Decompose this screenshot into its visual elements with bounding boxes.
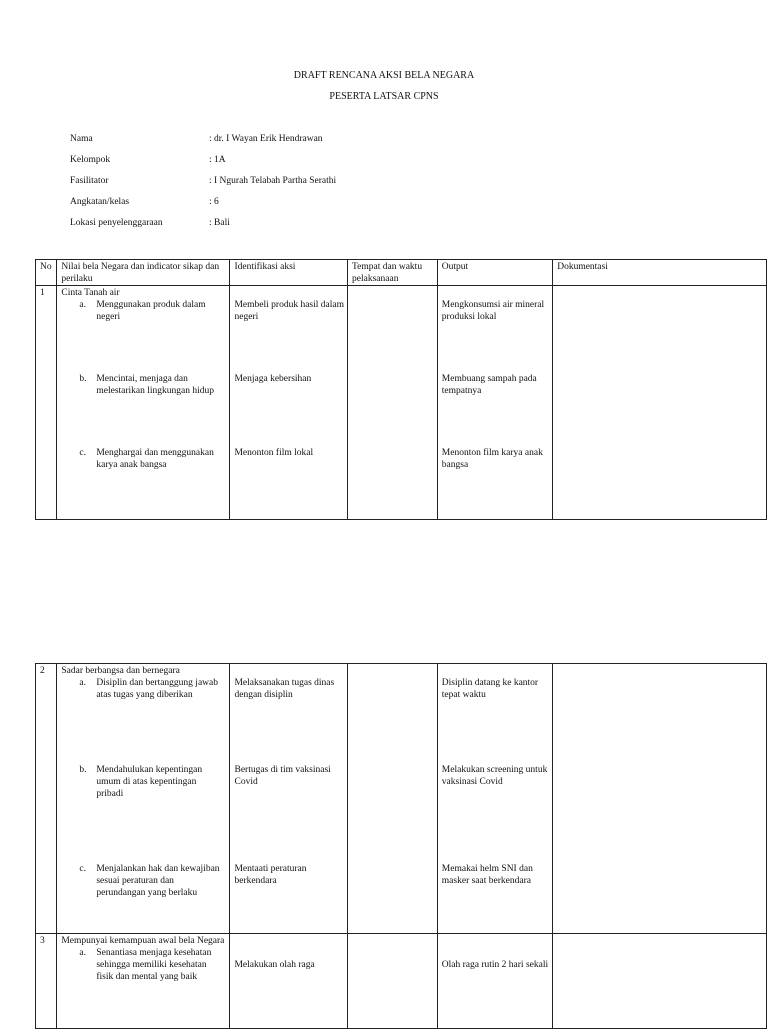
identifikasi-cell <box>230 934 348 1029</box>
info-label: Angkatan/kelas <box>70 197 130 207</box>
action-plan-table-part2 <box>35 663 767 1029</box>
document-subtitle: PESERTA LATSAR CPNS <box>329 91 439 102</box>
info-label: Lokasi penyelenggaraan <box>70 218 163 228</box>
output-cell <box>437 286 552 520</box>
dokumentasi-cell <box>553 664 767 934</box>
indicator-item <box>61 863 226 899</box>
info-value: : Bali <box>209 218 230 228</box>
indicator-item <box>61 677 226 764</box>
identifikasi-text: Mentaati peraturan berkendara <box>234 864 307 886</box>
info-value: : 6 <box>209 197 219 207</box>
dokumentasi-cell <box>553 286 767 520</box>
output-text: Olah raga rutin 2 hari sekali <box>441 960 549 970</box>
info-label: Kelompok <box>70 155 111 165</box>
table-row <box>36 286 767 520</box>
tempat-waktu-cell <box>348 286 438 520</box>
indicator-text: Menghargai dan menggunakan karya anak bangsa <box>96 448 214 470</box>
indicator-item <box>61 764 226 863</box>
output-text: Melakukan screening untuk vaksinasi Covid <box>441 765 548 787</box>
nilai-cell <box>57 664 230 934</box>
info-value: : 1A <box>209 155 226 165</box>
indicator-text: Mencintai, menjaga dan melestarikan lingkungan hidup <box>96 374 215 396</box>
action-plan-table-part1 <box>35 259 767 520</box>
dokumentasi-cell <box>553 934 767 1029</box>
header-identifikasi: Identifikasi aksi <box>230 260 348 286</box>
output-text: Disiplin datang ke kantor tepat waktu <box>441 678 539 700</box>
table-row <box>36 934 767 1029</box>
header-tempat-waktu: Tempat dan waktu pelaksanaan <box>348 260 438 286</box>
info-value: : dr. I Wayan Erik Hendrawan <box>209 134 323 144</box>
item-label: c. <box>79 448 86 458</box>
nilai-cell <box>57 934 230 1029</box>
info-label: Nama <box>70 134 93 144</box>
identifikasi-text: Bertugas di tim vaksinasi Covid <box>234 765 331 787</box>
item-label: b. <box>79 374 87 384</box>
header-nilai: Nilai bela Negara dan indicator sikap dan perilaku <box>57 260 230 286</box>
tempat-waktu-cell <box>348 934 438 1029</box>
indicator-item <box>61 947 226 983</box>
row-number: 2 <box>36 664 57 934</box>
indicator-text: Menggunakan produk dalam negeri <box>96 300 206 322</box>
nilai-heading: Sadar berbangsa dan bernegara <box>61 666 180 676</box>
header-output: Output <box>437 260 552 286</box>
document-title: DRAFT RENCANA AKSI BELA NEGARA <box>293 70 475 81</box>
indicator-item <box>61 373 226 447</box>
output-text: Memakai helm SNI dan masker saat berkendara <box>441 864 533 886</box>
nilai-cell <box>57 286 230 520</box>
output-cell <box>437 664 552 934</box>
tempat-waktu-cell <box>348 664 438 934</box>
info-label: Fasilitator <box>70 176 109 186</box>
identifikasi-text: Melaksanakan tugas dinas dengan disiplin <box>234 678 335 700</box>
indicator-text: Disiplin dan bertanggung jawab atas tugas yang diberikan <box>96 678 218 700</box>
item-label: b. <box>79 765 87 775</box>
info-value: : I Ngurah Telabah Partha Serathi <box>209 176 337 186</box>
output-text: Mengkonsumsi air mineral produksi lokal <box>441 300 545 322</box>
indicator-item <box>61 299 226 373</box>
nilai-heading: Mempunyai kemampuan awal bela Negara <box>61 936 225 946</box>
output-text: Membuang sampah pada tempatnya <box>441 374 537 396</box>
indicator-text: Menjalankan hak dan kewajiban sesuai peraturan dan perundangan yang berlaku <box>96 864 220 898</box>
item-label: c. <box>79 864 86 874</box>
identifikasi-text: Membeli produk hasil dalam negeri <box>234 300 344 322</box>
identifikasi-text: Menonton film lokal <box>234 448 314 458</box>
output-text: Menonton film karya anak bangsa <box>441 448 543 470</box>
indicator-item <box>61 447 226 471</box>
item-label: a. <box>79 678 86 688</box>
row-number: 1 <box>36 286 57 520</box>
identifikasi-text: Melakukan olah raga <box>234 960 315 970</box>
output-cell <box>437 934 552 1029</box>
table-row <box>36 664 767 934</box>
identifikasi-cell <box>230 664 348 934</box>
indicator-text: Mendahulukan kepentingan umum di atas kepentingan pribadi <box>96 765 203 799</box>
header-no: No <box>36 260 57 286</box>
item-label: a. <box>79 948 86 958</box>
row-number: 3 <box>36 934 57 1029</box>
identifikasi-cell <box>230 286 348 520</box>
header-dokumentasi: Dokumentasi <box>553 260 767 286</box>
indicator-text: Senantiasa menjaga kesehatan sehingga memiliki kesehatan fisik dan mental yang baik <box>96 948 212 982</box>
identifikasi-text: Menjaga kebersihan <box>234 374 312 384</box>
nilai-heading: Cinta Tanah air <box>61 288 120 298</box>
table-header-row <box>36 260 767 286</box>
item-label: a. <box>79 300 86 310</box>
